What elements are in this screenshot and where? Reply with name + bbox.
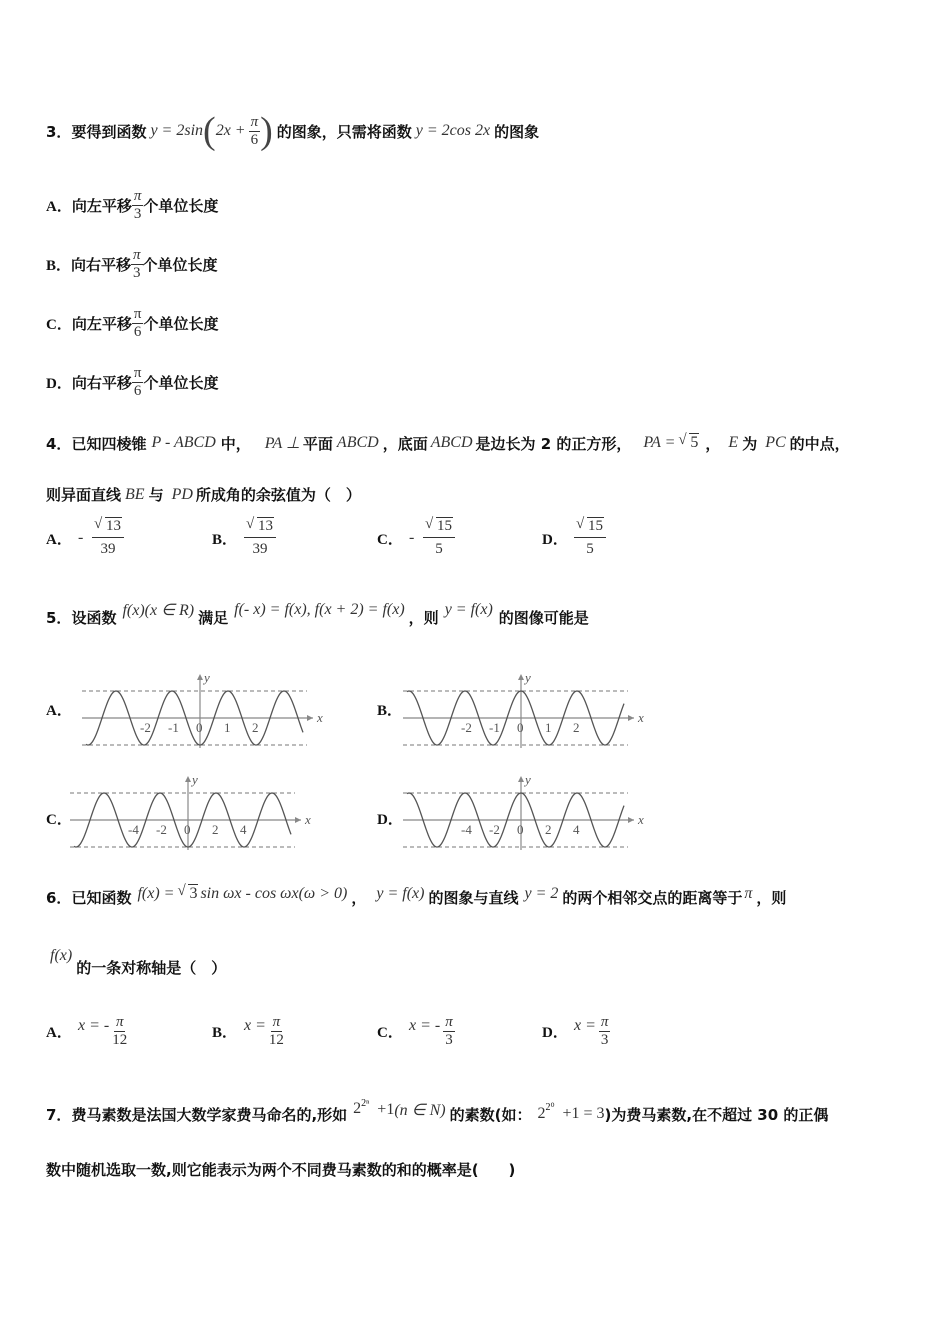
option-post: 个单位长度	[142, 256, 218, 274]
q6-math-1a: f(x) =	[137, 885, 175, 902]
q3-fraction	[249, 114, 261, 149]
frac-den: 3	[133, 206, 142, 222]
tick-label: 0	[196, 720, 203, 735]
y-axis-arrow	[197, 674, 203, 680]
sqrt	[576, 518, 604, 535]
q4-math-1: P - ABCD	[151, 434, 216, 451]
x-axis-label: x	[638, 812, 644, 827]
y-axis-arrow	[518, 776, 524, 782]
frac-num: π	[600, 1014, 609, 1030]
q5-option-d-label[interactable]: D．	[377, 812, 403, 828]
q7-math-1b: +1	[377, 1101, 395, 1118]
option-pre: 向左平移	[71, 197, 132, 215]
q5-graph-d[interactable]	[403, 772, 648, 852]
tick-label: 4	[240, 822, 247, 837]
option-sign: -	[409, 529, 415, 546]
tick-label: 0	[184, 822, 191, 837]
option-post: 个单位长度	[143, 197, 219, 215]
x-axis-arrow	[295, 817, 301, 823]
option-post: 个单位长度	[143, 374, 219, 392]
q5-math-3: y = f(x)	[444, 601, 493, 618]
option-label: B．	[212, 531, 238, 548]
q6-math-1b: sin ωx - cos ωx(ω > 0)	[200, 885, 348, 902]
q7-number: 7．	[46, 1105, 72, 1124]
q5-math-2: f(- x) = f(x), f(x + 2) = f(x)	[234, 601, 405, 618]
q3-number: 3．	[46, 122, 72, 141]
q6-text-4: 的两个相邻交点的距离等于	[562, 888, 743, 907]
q4-math-2: PA ⊥	[264, 435, 300, 452]
q4-text-6: ，	[705, 434, 721, 453]
option-sign: -	[78, 529, 84, 546]
frac-den: 3	[445, 1032, 453, 1048]
q5-option-b-label[interactable]: B．	[377, 703, 403, 719]
q3-stem	[46, 106, 539, 156]
frac-num: π	[272, 1014, 281, 1030]
q4-text-4: ，底面	[382, 434, 428, 453]
x-axis-label: x	[638, 710, 644, 725]
option-label: B．	[46, 258, 72, 274]
q4-math-3: ABCD	[336, 434, 379, 451]
q5-option-a-label[interactable]: A．	[46, 703, 72, 719]
q7-text-1: 费马素数是法国大数学家费马命名的,形如	[71, 1105, 348, 1124]
q3-option-a[interactable]	[46, 188, 218, 223]
q6-option-a[interactable]	[46, 1014, 127, 1049]
sqrt-radicand: 3	[189, 885, 198, 902]
q7-text-3: )为费马素数,在不超过 30 的正偶	[604, 1105, 829, 1124]
q6-option-d[interactable]	[542, 1014, 610, 1049]
q6-sqrt-3	[177, 885, 198, 903]
option-pre: 向右平移	[71, 374, 132, 392]
option-pre: x =	[574, 1016, 596, 1034]
frac-num	[244, 518, 276, 538]
y-axis-label: y	[525, 772, 531, 787]
q5-text-3: ，则	[408, 608, 439, 627]
q7-math-2-sup: 2⁰	[545, 1101, 555, 1113]
frac-den: 39	[100, 541, 116, 557]
q4-option-b[interactable]	[212, 518, 276, 558]
q4-text-3: 平面	[302, 434, 333, 453]
q5-text-1: 设函数	[71, 608, 117, 627]
x-axis-label: x	[317, 710, 323, 725]
y-axis-arrow	[185, 776, 191, 782]
x-axis-arrow	[628, 715, 634, 721]
q7-line2: 数中随机选取一数,则它能表示为两个不同费马素数的和的概率是( )	[46, 1161, 516, 1179]
tick-label: 4	[573, 822, 580, 837]
q3-frac-num: π	[250, 113, 259, 130]
q4-math-7: PC	[765, 434, 786, 451]
q6-text-3: 的图象与直线	[428, 888, 519, 907]
q6-text-2: ，	[351, 888, 367, 907]
option-label: A．	[46, 1025, 72, 1041]
frac-den: 5	[435, 541, 443, 557]
q3-paren-right: )	[260, 110, 273, 152]
q3-formula-2: y = 2cos 2x	[415, 122, 491, 139]
q7-math-1a: 2	[353, 1100, 362, 1117]
tick-label: 0	[517, 822, 524, 837]
sqrt-sign: √	[177, 883, 186, 899]
q5-stem	[46, 600, 589, 634]
q3-paren-left: (	[203, 110, 216, 152]
frac-den: 12	[112, 1032, 128, 1048]
option-label: A．	[46, 531, 72, 548]
q6-math-4: π	[744, 885, 753, 902]
option-fraction	[423, 518, 455, 558]
q4-sqrt-5	[678, 434, 699, 452]
q5-text-4: 的图像可能是	[498, 608, 589, 627]
frac-num: π	[133, 247, 141, 263]
frac-den: 6	[133, 324, 142, 340]
sqrt-sign: √	[246, 516, 255, 532]
q6-text-5: ，则	[756, 888, 787, 907]
option-label: B．	[212, 1025, 238, 1041]
option-fraction	[443, 1014, 455, 1049]
q4-line2-math-1: BE	[125, 485, 145, 503]
q7-math-1c: (n ∈ N)	[394, 1102, 446, 1119]
q3-formula-1: y = 2sin	[150, 122, 204, 139]
option-fraction	[132, 306, 144, 341]
option-label: D．	[542, 531, 568, 548]
q6-stem-line-1	[46, 880, 786, 914]
q4-stem-line-1	[46, 428, 850, 458]
q6-line2-text: 的一条对称轴是（ ）	[76, 958, 227, 977]
sqrt-sign: √	[576, 516, 585, 532]
x-axis-arrow	[628, 817, 634, 823]
q5-math-1: f(x)(x ∈ R)	[122, 602, 195, 619]
frac-den: 39	[252, 541, 268, 557]
y-axis-label: y	[525, 670, 531, 685]
option-label: C．	[377, 1025, 403, 1041]
frac-den: 6	[133, 383, 142, 399]
tick-label: 2	[252, 720, 259, 735]
sqrt	[94, 518, 122, 535]
tick-label: 2	[212, 822, 219, 837]
q6-stem-line-2	[50, 947, 227, 984]
q5-number: 5．	[46, 608, 72, 627]
tick-label: -4	[128, 822, 139, 837]
tick-label: 1	[224, 720, 231, 735]
option-fraction	[131, 247, 143, 282]
q4-math-6: E	[728, 434, 739, 451]
q6-math-3: y = 2	[524, 885, 559, 902]
option-fraction	[132, 365, 144, 400]
option-pre: x = -	[409, 1016, 441, 1034]
q4-math-4: ABCD	[430, 434, 473, 451]
option-pre: x =	[244, 1016, 266, 1034]
sqrt-sign: √	[94, 516, 103, 532]
q4-option-a[interactable]	[46, 518, 124, 558]
sqrt-sign: √	[678, 432, 687, 448]
y-axis-label: y	[204, 670, 210, 685]
q3-text-3: 的图象	[494, 122, 540, 141]
sqrt	[246, 518, 274, 535]
q4-text-8: 的中点，	[789, 434, 850, 453]
tick-label: 0	[517, 720, 524, 735]
sqrt-sign: √	[425, 516, 434, 532]
frac-num	[574, 518, 606, 538]
x-axis-label: x	[305, 812, 311, 827]
q3-option-c[interactable]	[46, 306, 218, 341]
frac-num: π	[133, 188, 142, 204]
q5-text-2: 满足	[198, 608, 229, 627]
frac-num	[92, 518, 124, 538]
q4-number: 4．	[46, 434, 72, 453]
sqrt-radicand: 5	[690, 434, 699, 451]
option-pre: 向右平移	[71, 256, 132, 274]
sqrt	[425, 518, 453, 535]
tick-label: -4	[461, 822, 472, 837]
q3-frac-den: 6	[250, 131, 259, 148]
q5-graph-b[interactable]	[403, 670, 648, 750]
option-fraction	[574, 518, 606, 558]
q5-graph-a[interactable]	[82, 670, 327, 750]
q4-line2-text-b: 与	[148, 486, 164, 504]
q7-stem-line-2	[46, 1159, 515, 1180]
q4-stem-line-2	[46, 484, 361, 505]
y-axis-arrow	[518, 674, 524, 680]
q3-text-2: 的图象，只需将函数	[276, 122, 412, 141]
option-fraction	[269, 1014, 284, 1049]
q3-text-1: 要得到函数	[71, 122, 147, 141]
q4-text-2: 中，	[220, 434, 251, 453]
option-label: A．	[46, 199, 72, 215]
sqrt-radicand: 15	[437, 518, 452, 534]
tick-label: 1	[545, 720, 552, 735]
q7-math-1-sup: 2ⁿ	[361, 1097, 370, 1109]
tick-label: -1	[168, 720, 179, 735]
sqrt-radicand: 13	[258, 518, 273, 534]
option-post: 个单位长度	[143, 315, 219, 333]
q3-option-d[interactable]	[46, 365, 218, 400]
option-label: C．	[46, 317, 72, 333]
tick-label: -2	[489, 822, 500, 837]
q6-line2-math: f(x)	[50, 947, 73, 964]
q7-math-2a: 2	[537, 1105, 546, 1122]
option-fraction	[132, 188, 144, 223]
q5-option-c-label[interactable]: C．	[46, 812, 72, 828]
frac-num: π	[133, 306, 142, 322]
frac-den: 3	[133, 265, 141, 281]
q6-text-1: 已知函数	[71, 888, 132, 907]
q4-text-5: 是边长为 2 的正方形，	[475, 434, 632, 453]
frac-den: 3	[600, 1032, 609, 1048]
tick-label: -2	[156, 822, 167, 837]
tick-label: 2	[545, 822, 552, 837]
q4-line2-math-2: PD	[171, 485, 193, 503]
q4-line2-text-a: 则异面直线	[46, 486, 122, 504]
tick-label: 2	[573, 720, 580, 735]
q5-graph-c[interactable]	[70, 772, 315, 852]
tick-label: -2	[140, 720, 151, 735]
q3-option-b[interactable]	[46, 247, 218, 282]
tick-label: -2	[461, 720, 472, 735]
q3-formula-1-inner: 2x +	[215, 122, 246, 139]
frac-num: π	[133, 365, 142, 381]
frac-num: π	[445, 1014, 453, 1030]
y-axis-label: y	[192, 772, 198, 787]
q7-math-2b: +1 = 3	[562, 1105, 605, 1122]
q4-text-7: 为	[742, 434, 758, 453]
option-fraction	[112, 1014, 127, 1049]
x-axis-arrow	[307, 715, 313, 721]
option-fraction	[599, 1014, 611, 1049]
q6-option-b[interactable]	[212, 1014, 284, 1049]
q4-option-d[interactable]	[542, 518, 606, 558]
q4-line2-text-c: 所成角的余弦值为（ ）	[195, 486, 361, 504]
sqrt-radicand: 15	[588, 518, 603, 534]
frac-num	[423, 518, 455, 538]
option-fraction	[244, 518, 276, 558]
sqrt-radicand: 13	[106, 518, 121, 534]
frac-num: π	[115, 1014, 124, 1030]
option-label: C．	[377, 531, 403, 548]
q7-text-2: 的素数(如：	[449, 1105, 532, 1124]
q4-option-c[interactable]	[377, 518, 455, 558]
q6-option-c[interactable]	[377, 1014, 455, 1049]
option-label: D．	[542, 1025, 568, 1041]
option-pre: 向左平移	[71, 315, 132, 333]
q6-math-2: y = f(x)	[376, 885, 425, 902]
frac-den: 5	[586, 541, 594, 557]
frac-den: 12	[268, 1032, 284, 1048]
q7-stem-line-1	[46, 1096, 828, 1132]
q4-math-5: PA =	[643, 434, 676, 451]
option-fraction	[92, 518, 124, 558]
q4-text-1: 已知四棱锥	[71, 434, 147, 453]
tick-label: -1	[489, 720, 500, 735]
q6-number: 6．	[46, 888, 72, 907]
option-pre: x = -	[78, 1016, 110, 1034]
option-label: D．	[46, 376, 72, 392]
